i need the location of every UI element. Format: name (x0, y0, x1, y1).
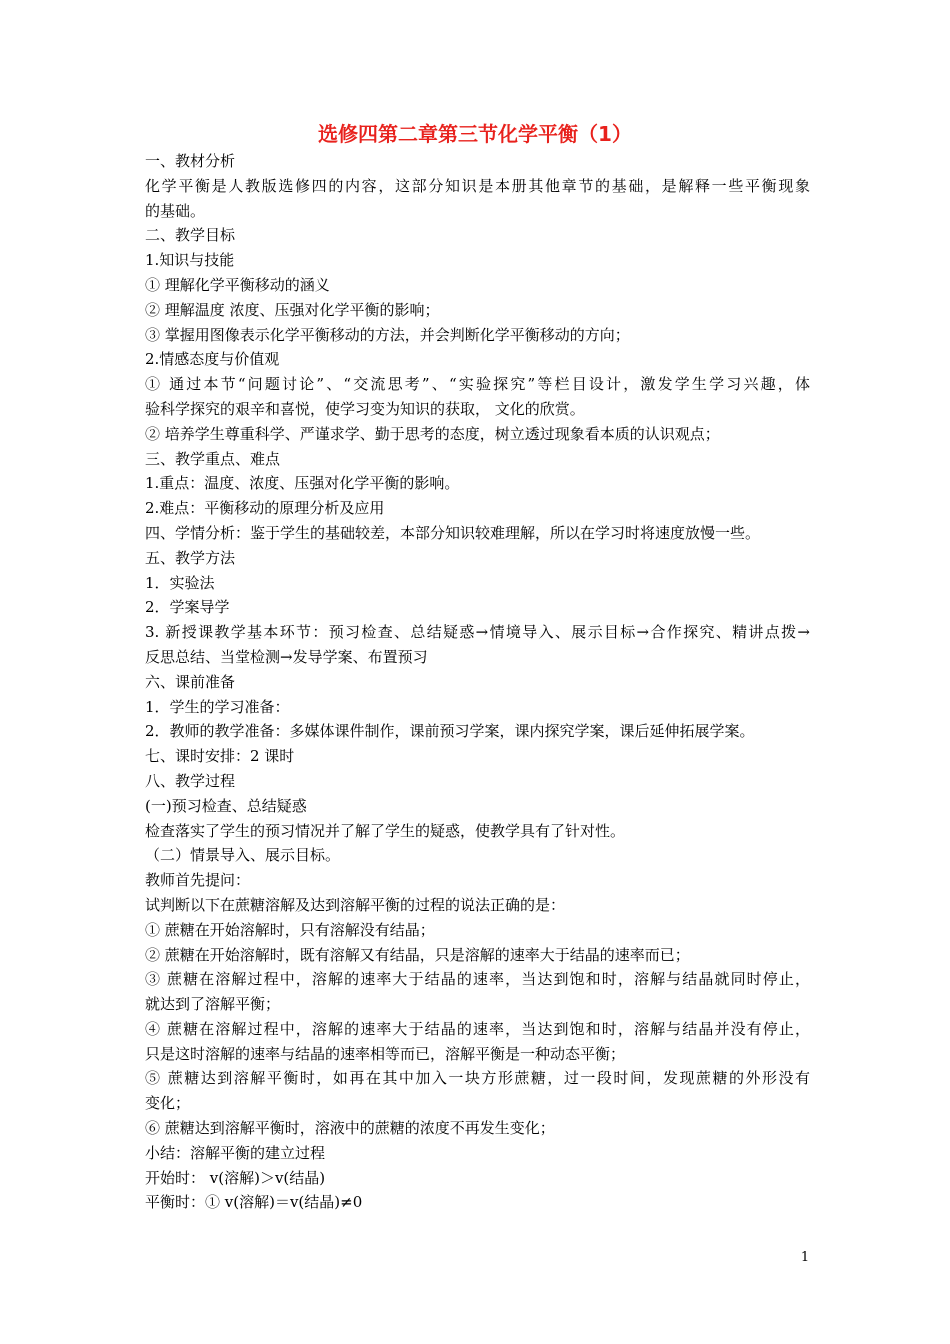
section-heading: 一、教材分析 (145, 152, 236, 170)
page-number: 1 (800, 1250, 810, 1265)
list-item: ② 蔗糖在开始溶解时，既有溶解又有结晶，只是溶解的速率大于结晶的速率而已； (145, 945, 690, 964)
document-body (145, 149, 810, 1215)
paragraph-line: 就达到了溶解平衡； (145, 995, 281, 1014)
paragraph-line: 反思总结、当堂检测→发导学案、布置预习 (145, 647, 428, 666)
page-title: 选修四第二章第三节化学平衡（1） (318, 122, 632, 146)
list-item: ⑤ 蔗糖达到溶解平衡时，如再在其中加入一块方形蔗糖，过一段时间，发现蔗糖的外形没有 (145, 1069, 810, 1088)
paragraph-line: 教师首先提问： (145, 871, 251, 890)
list-item: 1．实验法 (145, 573, 215, 592)
section-heading: 六、课前准备 (145, 672, 236, 691)
paragraph-line: 只是这时溶解的速率与结晶的速率相等而已，溶解平衡是一种动态平衡； (145, 1044, 626, 1063)
section-heading: 二、教学目标 (145, 226, 236, 245)
list-item: 1.重点：温度、浓度、压强对化学平衡的影响。 (145, 474, 460, 493)
section-heading: 三、教学重点、难点 (145, 449, 281, 468)
paragraph-line: 的基础。 (145, 201, 206, 220)
paragraph-line: 变化； (145, 1094, 191, 1113)
list-item: ① 通过本节“问题讨论”、“交流思考”、“实验探究”等栏目设计，激发学生学习兴趣，体 (145, 375, 810, 394)
paragraph-line: 开始时： v(溶解)＞v(结晶) (145, 1168, 326, 1187)
list-item: ① 理解化学平衡移动的涵义 (145, 275, 330, 294)
subsection-heading: (一)预习检查、总结疑惑 (145, 796, 307, 815)
paragraph-line: 平衡时：① v(溶解)＝v(结晶)≠0 (145, 1193, 363, 1212)
list-item: ⑥ 蔗糖达到溶解平衡时，溶液中的蔗糖的浓度不再发生变化； (145, 1119, 555, 1138)
paragraph-line: 小结：溶解平衡的建立过程 (145, 1143, 326, 1162)
section-heading: 四、学情分析：鉴于学生的基础较差，本部分知识较难理解，所以在学习时将速度放慢一些。 (145, 523, 761, 542)
list-item: 3. 新授课教学基本环节：预习检查、总结疑惑→情境导入、展示目标→合作探究、精讲点拨→ (145, 623, 810, 642)
paragraph-line: 化学平衡是人教版选修四的内容，这部分知识是本册其他章节的基础，是解释一些平衡现象 (145, 176, 810, 195)
subsection-heading: 1.知识与技能 (145, 251, 235, 270)
subsection-heading: 2.情感态度与价值观 (145, 350, 280, 369)
section-heading: 八、教学过程 (145, 771, 236, 790)
list-item: 2.难点：平衡移动的原理分析及应用 (145, 499, 385, 518)
subsection-heading: （二）情景导入、展示目标。 (145, 846, 341, 865)
list-item: ① 蔗糖在开始溶解时，只有溶解没有结晶； (145, 920, 435, 939)
paragraph-line: 试判断以下在蔗糖溶解及达到溶解平衡的过程的说法正确的是： (145, 895, 566, 914)
list-item: 2．学案导学 (145, 598, 230, 617)
section-heading: 七、课时安排：2 课时 (145, 747, 295, 766)
paragraph-line: 检查落实了学生的预习情况并了解了学生的疑惑，使教学具有了针对性。 (145, 821, 626, 840)
list-item: 1．学生的学习准备： (145, 697, 290, 716)
list-item: 2．教师的教学准备：多媒体课件制作，课前预习学案，课内探究学案，课后延伸拓展学案。 (145, 722, 755, 741)
list-item: ② 理解温度 浓度、压强对化学平衡的影响； (145, 300, 440, 319)
list-item: ③ 掌握用图像表示化学平衡移动的方法，并会判断化学平衡移动的方向； (145, 325, 630, 344)
paragraph-line: 验科学探究的艰辛和喜悦，使学习变为知识的获取， 文化的欣赏。 (145, 399, 585, 418)
list-item: ③ 蔗糖在溶解过程中，溶解的速率大于结晶的速率，当达到饱和时，溶解与结晶就同时停止， (145, 970, 810, 989)
section-heading: 五、教学方法 (145, 548, 236, 567)
list-item: ④ 蔗糖在溶解过程中，溶解的速率大于结晶的速率，当达到饱和时，溶解与结晶并没有停止， (145, 1019, 810, 1038)
list-item: ② 培养学生尊重科学、严谨求学、勤于思考的态度，树立透过现象看本质的认识观点； (145, 424, 720, 443)
